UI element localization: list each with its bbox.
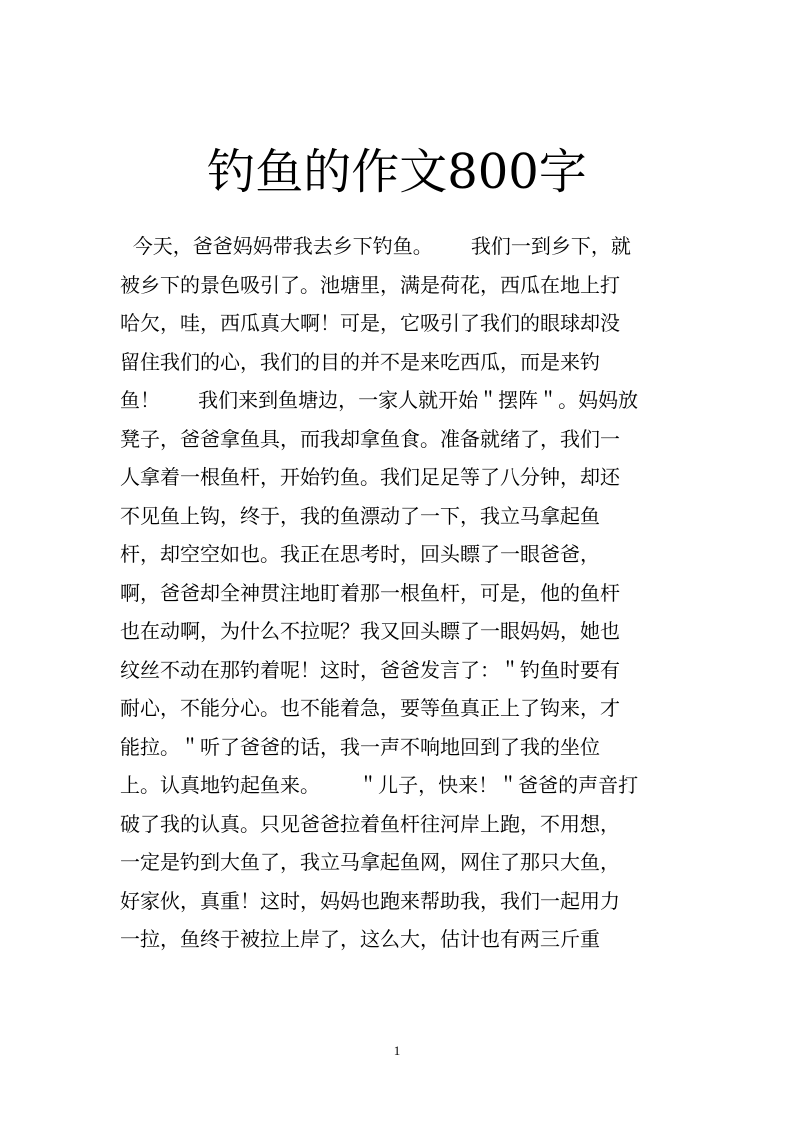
body-line: 被乡下的景色吸引了。池塘里，满是荷花，西瓜在地上打 — [120, 272, 620, 297]
body-line: 今天，爸爸妈妈带我去乡下钓鱼。 我们一到乡下，就 — [120, 234, 631, 258]
body-line: 好家伙，真重！这时，妈妈也跑来帮助我，我们一起用力 — [120, 888, 620, 913]
body-line: 能拉。＂听了爸爸的话，我一声不响地回到了我的坐位 — [120, 734, 600, 759]
body-line: 凳子，爸爸拿鱼具，而我却拿鱼食。准备就绪了，我们一 — [120, 426, 620, 451]
body-line: 一定是钓到大鱼了，我立马拿起鱼网，网住了那只大鱼， — [120, 850, 620, 874]
body-line: 一拉，鱼终于被拉上岸了，这么大，估计也有两三斤重 — [120, 927, 600, 951]
body-line: 人拿着一根鱼杆，开始钓鱼。我们足足等了八分钟，却还 — [120, 465, 620, 489]
document-title: 钓鱼的作文800字 — [207, 144, 587, 200]
body-line: 纹丝不动在那钓着呢！这时，爸爸发言了：＂钓鱼时要有 — [120, 657, 620, 682]
page-number: 1 — [393, 1043, 401, 1058]
body-line: 不见鱼上钩，终于，我的鱼漂动了一下，我立马拿起鱼 — [120, 503, 600, 528]
body-line: 耐心，不能分心。也不能着急，要等鱼真正上了钩来，才 — [120, 696, 620, 720]
body-line: 上。认真地钓起鱼来。 ＂儿子，快来！＂爸爸的声音打 — [120, 773, 639, 797]
document-body — [120, 227, 680, 959]
body-line: 留住我们的心，我们的目的并不是来吃西瓜，而是来钓 — [120, 349, 600, 374]
body-line: 鱼！ 我们来到鱼塘边，一家人就开始＂摆阵＂。妈妈放 — [120, 388, 639, 412]
body-line: 破了我的认真。只见爸爸拉着鱼杆往河岸上跑，不用想， — [120, 811, 620, 836]
body-line: 也在动啊，为什么不拉呢？我又回头瞟了一眼妈妈，她也 — [120, 619, 620, 643]
body-line: 哈欠，哇，西瓜真大啊！可是，它吸引了我们的眼球却没 — [120, 311, 620, 335]
body-line: 啊，爸爸却全神贯注地盯着那一根鱼杆，可是，他的鱼杆 — [120, 580, 620, 605]
body-line: 杆，却空空如也。我正在思考时，回头瞟了一眼爸爸， — [120, 542, 600, 566]
